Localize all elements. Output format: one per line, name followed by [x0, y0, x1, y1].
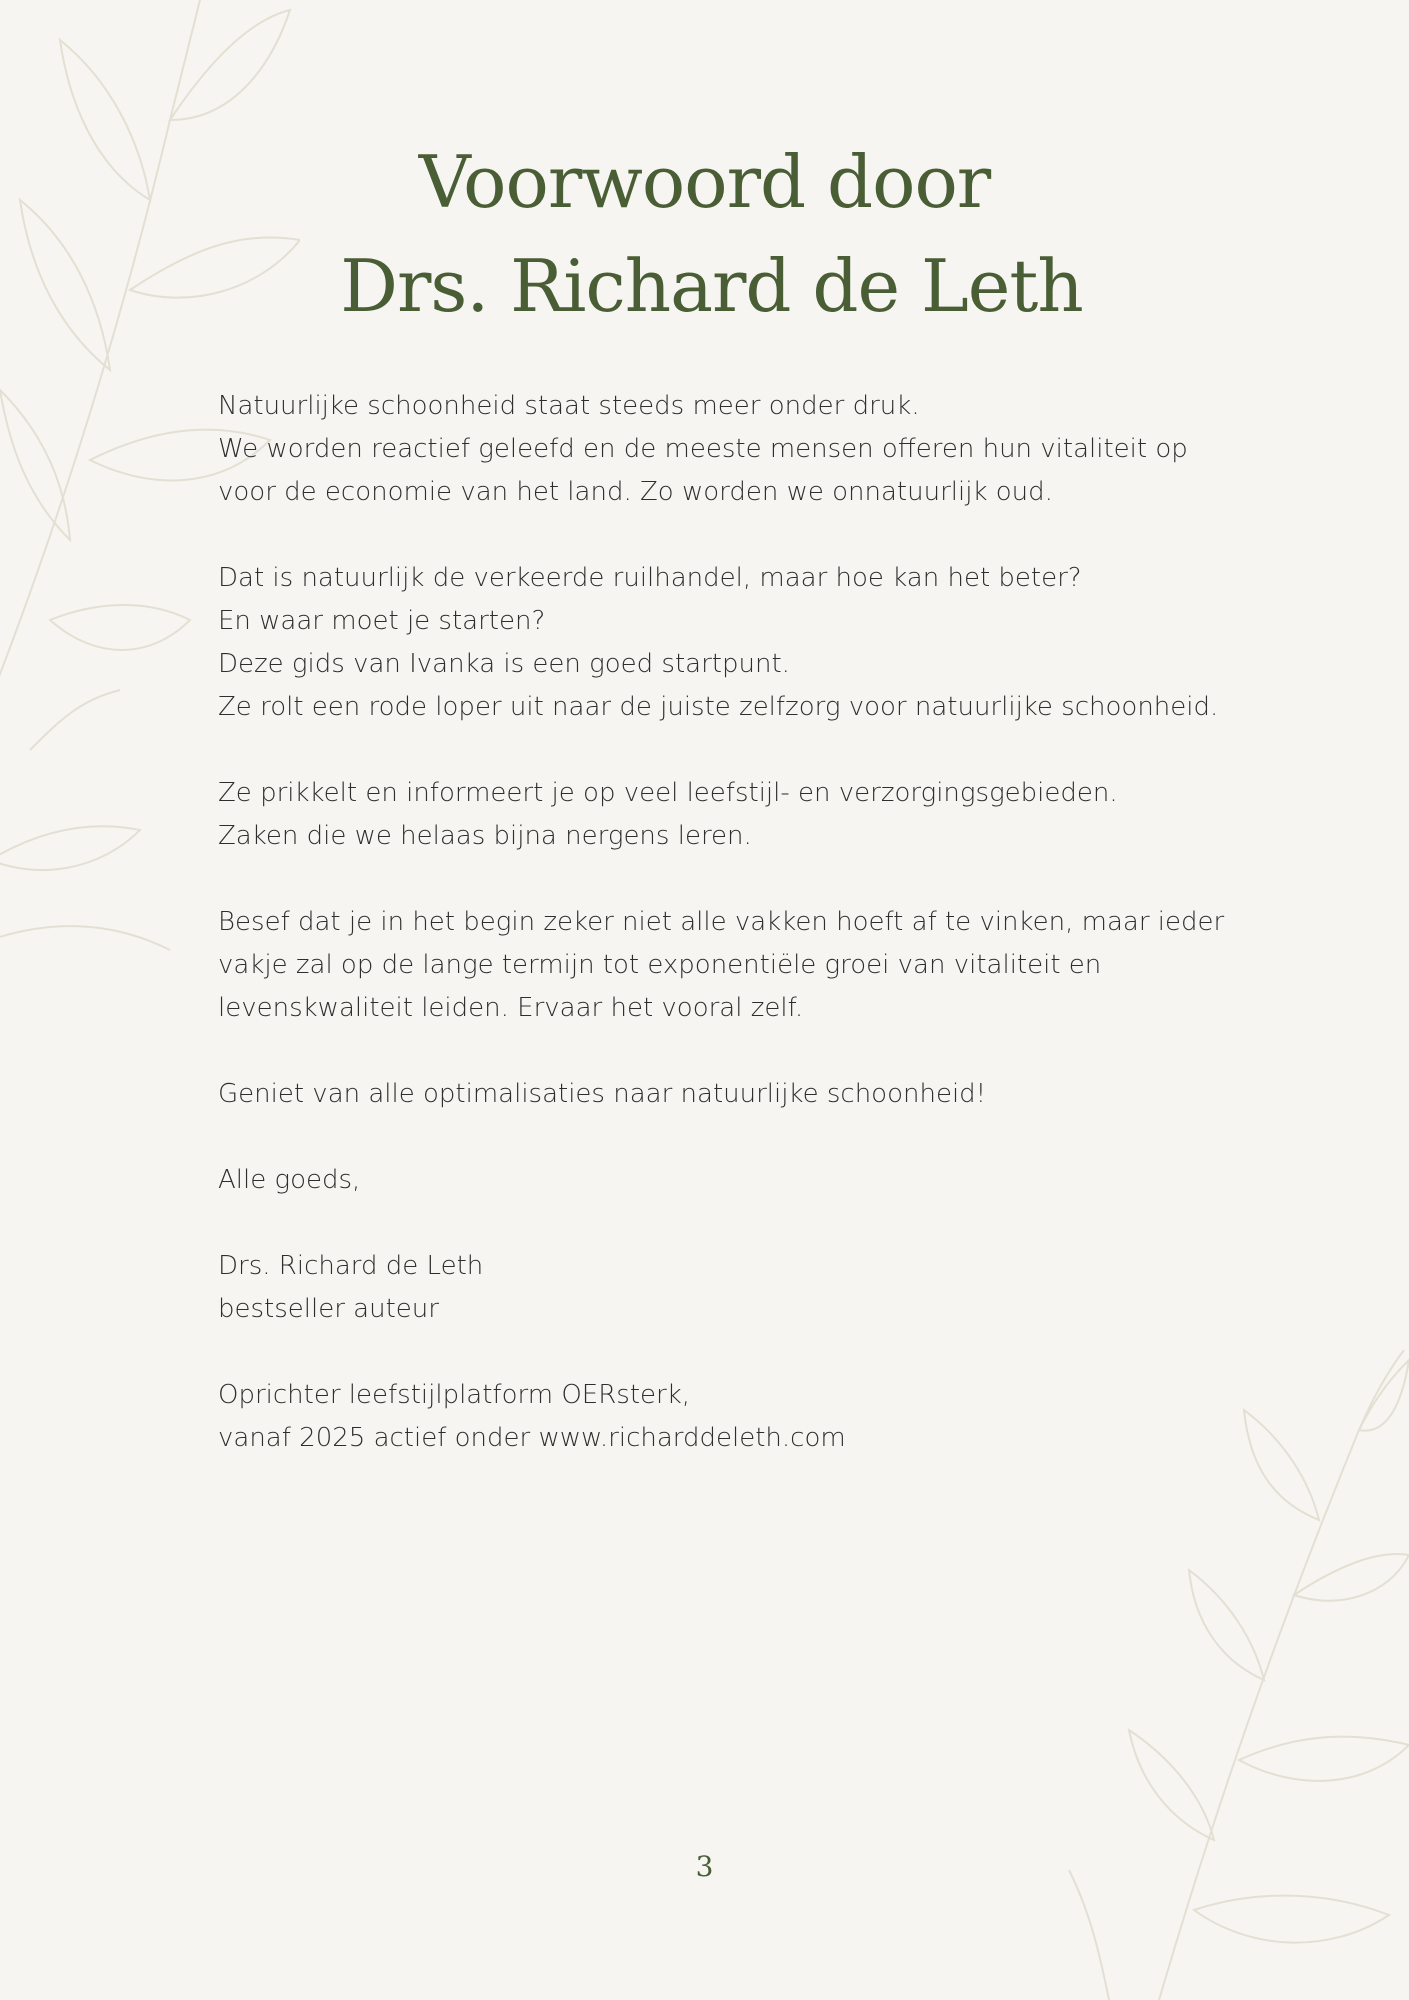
text-line: Besef dat je in het begin zeker niet alle vakken hoeft af te vinken, maar ieder	[218, 907, 1225, 937]
text-line: Natuurlijke schoonheid staat steeds meer onder druk.	[218, 391, 920, 421]
text-line: voor de economie van het land. Zo worden we onnatuurlijk oud.	[218, 477, 1053, 507]
text-line: We worden reactief geleefd en de meeste mensen offeren hun vitaliteit op	[218, 434, 1188, 464]
text-line: En waar moet je starten?	[218, 606, 546, 636]
text-line: Ze rolt een rode loper uit naar de juiste zelfzorg voor natuurlijke schoonheid.	[218, 692, 1219, 722]
paragraph-intro	[218, 385, 1258, 514]
text-line: vakje zal op de lange termijn tot exponentiële groei van vitaliteit en	[218, 950, 1102, 980]
closing-greeting	[218, 1159, 1258, 1202]
author-role: bestseller auteur	[218, 1294, 439, 1324]
title-line-1: Voorwoord door	[418, 140, 991, 224]
page-number: 3	[695, 1850, 714, 1883]
paragraph-advice	[218, 901, 1258, 1030]
paragraph-lifestyle	[218, 772, 1258, 858]
text-line: Zaken die we helaas bijna nergens leren.	[218, 821, 752, 851]
author-name: Drs. Richard de Leth	[218, 1251, 484, 1281]
text-line: Deze gids van Ivanka is een goed startpunt.	[218, 649, 790, 679]
text-line: Alle goeds,	[218, 1165, 361, 1195]
foreword-body	[218, 385, 1258, 1503]
text-line: levenskwaliteit leiden. Ervaar het vooral zelf.	[218, 993, 804, 1023]
title-line-2: Drs. Richard de Leth	[340, 244, 1083, 328]
text-line: Geniet van alle optimalisaties naar natuurlijke schoonheid!	[218, 1079, 987, 1109]
paragraph-guide	[218, 557, 1258, 729]
paragraph-enjoy	[218, 1073, 1258, 1116]
text-line: Oprichter leefstijlplatform OERsterk,	[218, 1380, 691, 1410]
author-affiliation	[218, 1374, 1258, 1460]
text-line: Dat is natuurlijk de verkeerde ruilhandel, maar hoe kan het beter?	[218, 563, 1082, 593]
page-title	[0, 130, 1409, 338]
text-line: Ze prikkelt en informeert je op veel leefstijl- en verzorgingsgebieden.	[218, 778, 1118, 808]
website-line: vanaf 2025 actief onder www.richarddeleth.com	[218, 1423, 846, 1453]
signature-block	[218, 1245, 1258, 1331]
